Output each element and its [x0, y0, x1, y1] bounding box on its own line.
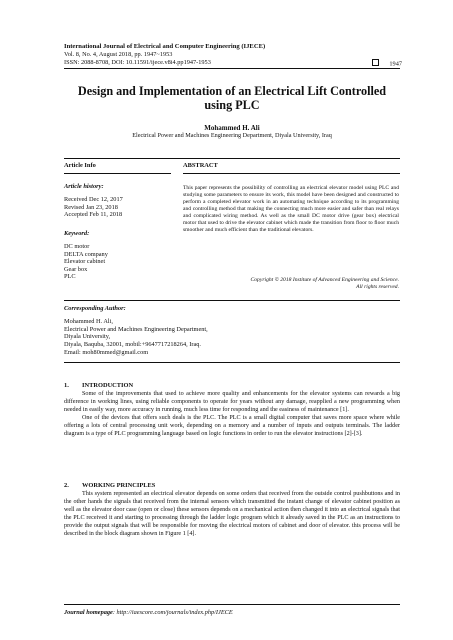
corresponding-author-block: Mohammed H. Ali, Electrical Power and Machines Engineering Department, Diyala University, Diyala, Baquba, 32001, mobil:+9647717218264, Iraq. Email: moh80mmed@gmail.com: [64, 318, 208, 356]
keyword-item: Gear box: [64, 265, 88, 273]
keyword-item: Elevator cabinet: [64, 258, 106, 266]
keyword-list: [64, 243, 108, 281]
abstract-text: This paper represents the possibility of controlling an electrical elevator model using PLC and studying some parameters to ensure its work, this model have been designed and constructed to perform a completed elevator work in an automating technique according to its programming and controlling method that making the connecting much more easier and safer than real relays and complicated wiring method. As well as the small DC motor drive (gear box) electrical motor that used to drive the elevator cabinet which made the transition from floor to floor much smoother and much efficient than the traditional elevators.: [183, 185, 399, 233]
author-affiliation: Electrical Power and Machines Engineering Department, Diyala University, Iraq: [132, 132, 332, 139]
keyword-item: DELTA company: [64, 250, 108, 258]
history-heading: Article history:: [64, 183, 104, 190]
journal-homepage: [64, 609, 233, 616]
introduction-body: [64, 391, 400, 438]
homepage-link[interactable]: : http://iaescore.com/journals/index.php/IJECE: [112, 609, 233, 616]
paragraph: Some of the improvements that used to achieve more quality and enhancements for the elevator systems can rewards a big difference in working lines, using reliable components to operate for years without any damage, reapplied a new programming when needed in easily way, more accuracy in running, much less time for responding and the easiness of maintenance [1].: [64, 391, 400, 413]
info-left-rule: [64, 173, 171, 174]
header-rule: [64, 68, 400, 69]
issn-doi: ISSN: 2088-8708, DOI: 10.11591/ijece.v8i4.pp1947-1953: [64, 59, 211, 66]
page-number: 1947: [389, 60, 402, 68]
history-revised: Revised Jan 23, 2018: [64, 203, 118, 211]
paper-title: Design and Implementation of an Electrical Lift Controlled using PLC: [77, 84, 387, 112]
history-list: [64, 196, 123, 219]
author-name: Mohammed H. Ali: [204, 124, 260, 132]
info-bottom-rule: [64, 300, 400, 301]
section-heading-working-principles: 2. WORKING PRINCIPLES: [64, 482, 156, 489]
section-heading-introduction: 1. INTRODUCTION: [64, 382, 134, 389]
info-top-rule: [64, 158, 400, 159]
history-accepted: Accepted Feb 11, 2018: [64, 211, 123, 219]
footer-rule: [64, 604, 400, 605]
keyword-item: PLC: [64, 273, 76, 281]
working-principles-body: [64, 491, 400, 538]
homepage-label: Journal homepage: [64, 609, 113, 616]
journal-name: International Journal of Electrical and Computer Engineering (IJECE): [64, 43, 266, 50]
copyright-notice: Copyright © 2018 Institute of Advanced Engineering and Science. All rights reserved.: [250, 277, 399, 290]
article-info-heading: Article Info: [64, 162, 96, 169]
square-icon: [372, 59, 379, 66]
keyword-item: DC motor: [64, 243, 90, 250]
corresponding-heading: Corresponding Author:: [64, 305, 126, 312]
abstract-heading: ABSTRACT: [183, 162, 218, 169]
volume-info: Vol. 8, No. 4, August 2018, pp. 1947~1953: [64, 51, 173, 58]
keyword-heading: Keyword:: [64, 230, 90, 237]
paragraph: One of the devices that offers such deals is the PLC. The PLC is a small digital computer that saves more space where while offering a lots of central processing unit work, depending on a memory and a number of inputs and outputs terminals. The ladder diagram is a type of PLC programming language based on logic functions in order to run the elevator instructions [2]-[3].: [64, 414, 400, 437]
corresponding-bottom-rule: [64, 362, 400, 363]
history-received: Received Dec 12, 2017: [64, 196, 123, 203]
paragraph: This system represented an electrical elevator depends on some orders that received from the outside control pushbuttons and in the other hands the signals that received from the internal sensors which transmitted the instant change of elevator cabinet position as well as the elevator door case (open or close) these sensors depends on a mechanical action then changed it into an electrical signals that the PLC received it and starting to processing through the ladder logic program which it already saved in the PLC as an instructions to provide the output signals that will be responsible for moving the electrical motors of cabinet and door of elevator. this process will be described in the block diagram shown in Figure 1 [4].: [64, 491, 400, 537]
running-header: [64, 43, 400, 67]
abstract-rule: [183, 173, 400, 174]
